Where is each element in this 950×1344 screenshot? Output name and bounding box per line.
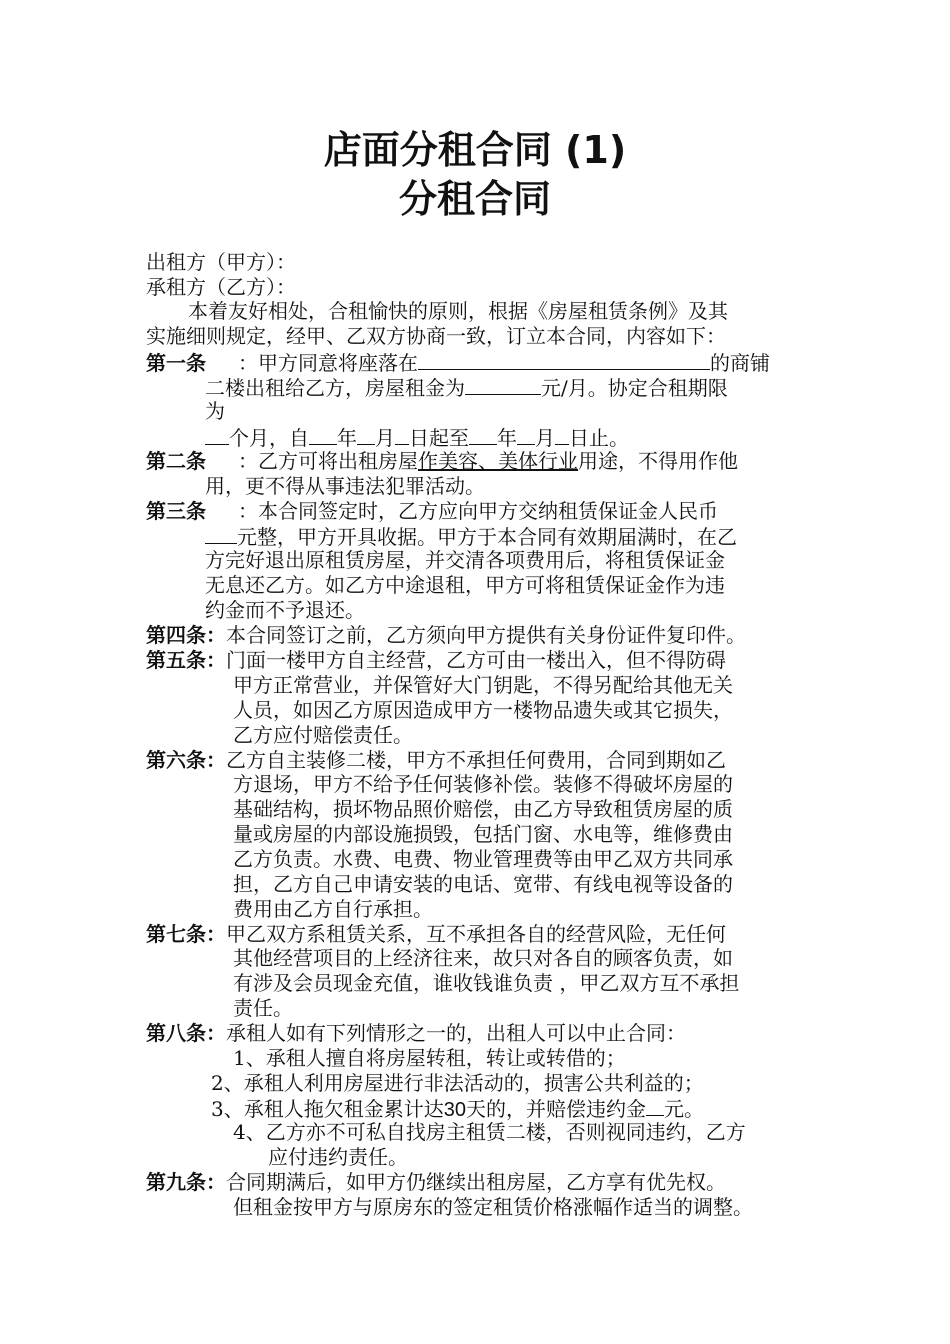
article-7-line-3: 有涉及会员现金充值，谁收钱谁负责 ，甲乙双方互不承担 [233, 971, 740, 995]
article-8-item-4-cont: 应付违约责任。 [268, 1145, 408, 1169]
article-8-item-1: 1、承租人擅自将房屋转租，转让或转借的； [233, 1046, 626, 1070]
article-3-line-3: 方完好退出原租赁房屋，并交清各项费用后，将租赁保证金 [205, 548, 725, 572]
year-text: 年 [337, 426, 357, 450]
day-to-text: 日起至 [409, 426, 469, 450]
article-2-text-b: 用途，不得用作他 [578, 449, 738, 473]
article-5-text: 门面一楼甲方自主经营，乙方可由一楼出入，但不得防碍 [226, 648, 726, 672]
months-blank[interactable] [205, 424, 229, 445]
start-year-blank[interactable] [309, 424, 337, 445]
end-year-blank[interactable] [469, 424, 497, 445]
month-text: 月 [375, 426, 395, 450]
month-text-2: 月 [535, 426, 555, 450]
article-8-line-1 [146, 1021, 686, 1046]
article-2-line-2: 用，更不得从事违法犯罪活动。 [205, 474, 485, 498]
article-8-label: 第八条： [146, 1021, 226, 1045]
start-day-blank[interactable] [395, 424, 409, 445]
article-6-label: 第六条： [146, 748, 226, 772]
article-8-item-3-text: 3、承租人拖欠租金累计达 [211, 1097, 444, 1121]
article-1-term-text: 元/月。协定合租期限 [541, 376, 728, 400]
article-5-line-3: 人员，如因乙方原因造成甲方一楼物品遗失或其它损失， [233, 698, 733, 722]
intro-line-1: 本着友好相处，合租愉快的原则，根据《房屋租赁条例》及其 [188, 299, 728, 323]
rent-amount-blank[interactable] [465, 374, 541, 395]
article-3-label: 第三条 [146, 499, 206, 523]
article-3-line-4: 无息还乙方。如乙方中途退租，甲方可将租赁保证金作为违 [205, 573, 725, 597]
document-title: 店面分租合同 (1) [323, 128, 627, 172]
year-text-2: 年 [497, 426, 517, 450]
article-4-text: 本合同签订之前，乙方须向甲方提供有关身份证件复印件。 [226, 623, 746, 647]
article-7-line-4: 责任。 [233, 996, 293, 1020]
article-6-line-6: 担，乙方自己申请安装的电话、宽带、有线电视等设备的 [233, 872, 733, 896]
article-9-line-1 [146, 1170, 726, 1195]
article-8-item-3 [211, 1095, 704, 1123]
lessor-label: 出租方（甲方）： [146, 250, 296, 274]
article-8-item-3-text-c: 元。 [663, 1097, 704, 1121]
article-8-text: 承租人如有下列情形之一的，出租人可以中止合同： [226, 1021, 686, 1045]
deposit-amount-blank[interactable] [205, 523, 237, 544]
article-9-line-2: 但租金按甲方与原房东的签定租赁价格涨幅作适当的调整。 [233, 1195, 753, 1219]
article-2-line-1 [146, 449, 738, 474]
article-1-rent-text: 二楼出租给乙方，房屋租金为 [205, 376, 465, 400]
article-7-label: 第七条： [146, 922, 226, 946]
article-8-item-2: 2、承租人利用房屋进行非法活动的，损害公共利益的； [211, 1071, 704, 1095]
article-7-line-2: 其他经营项目的上经济往来，故只对各自的顾客负责，如 [233, 946, 733, 970]
article-6-line-7: 费用由乙方自行承担。 [233, 897, 433, 921]
article-1-label: 第一条 [146, 351, 206, 375]
article-5-line-2: 甲方正常营业，并保管好大门钥匙，不得另配给其他无关 [233, 673, 733, 697]
article-7-line-1 [146, 922, 726, 947]
article-2-use-underlined: 作美容、美体行业 [418, 449, 578, 473]
article-4-line-1 [146, 623, 746, 648]
article-6-line-1 [146, 748, 726, 773]
article-3-line-5: 约金而不予退还。 [205, 598, 365, 622]
article-1-line-4 [205, 424, 629, 451]
article-6-line-3: 基础结构，损坏物品照价赔偿，由乙方导致租赁房屋的质 [233, 797, 733, 821]
document-subtitle: 分租合同 [398, 177, 551, 221]
article-3-line-1 [146, 499, 718, 524]
article-1-line-1 [146, 349, 770, 376]
article-7-text: 甲乙双方系租赁关系，互不承担各自的经营风险，无任何 [226, 922, 726, 946]
end-day-blank[interactable] [555, 424, 569, 445]
article-2-text: ：乙方可将出租房屋 [238, 449, 418, 473]
article-1-months-text: 个月，自 [229, 426, 309, 450]
day-end-text: 日止。 [569, 426, 629, 450]
property-location-blank[interactable] [418, 349, 710, 370]
start-month-blank[interactable] [357, 424, 375, 445]
article-1-line-2 [205, 374, 728, 401]
arrears-days-number: 30 [443, 1099, 466, 1121]
article-5-line-1 [146, 648, 726, 673]
article-8-item-4: 4、乙方亦不可私自找房主租赁二楼，否则视同违约，乙方 [233, 1120, 746, 1144]
intro-line-2: 实施细则规定，经甲、乙双方协商一致，订立本合同，内容如下： [146, 324, 726, 348]
article-9-text: 合同期满后，如甲方仍继续出租房屋，乙方享有优先权。 [226, 1170, 726, 1194]
article-6-line-5: 乙方负责。水费、电费、物业管理费等由甲乙双方共同承 [233, 847, 733, 871]
article-6-line-4: 量或房屋的内部设施损毁，包括门窗、水电等，维修费由 [233, 822, 733, 846]
article-4-label: 第四条： [146, 623, 226, 647]
article-6-line-2: 方退场，甲方不给予任何装修补偿。装修不得破坏房屋的 [233, 772, 733, 796]
article-3-text-2: 元整，甲方开具收据。甲方于本合同有效期届满时，在乙 [237, 525, 737, 549]
article-3-text: ：本合同签定时，乙方应向甲方交纳租赁保证金人民币 [238, 499, 718, 523]
article-3-line-2 [205, 523, 737, 550]
lessee-label: 承租方（乙方）： [146, 275, 296, 299]
article-1-text: ：甲方同意将座落在 [238, 351, 418, 375]
article-1-text-b: 的商铺 [710, 351, 770, 375]
article-5-label: 第五条： [146, 648, 226, 672]
article-6-text: 乙方自主装修二楼，甲方不承担任何费用，合同到期如乙 [226, 748, 726, 772]
article-8-item-3-text-b: 天的，并赔偿违约金 [465, 1097, 646, 1121]
end-month-blank[interactable] [517, 424, 535, 445]
article-2-label: 第二条 [146, 449, 206, 473]
article-9-label: 第九条： [146, 1170, 226, 1194]
article-1-line-3: 为 [205, 399, 225, 423]
penalty-amount-blank[interactable] [646, 1095, 664, 1116]
article-5-line-4: 乙方应付赔偿责任。 [233, 723, 413, 747]
